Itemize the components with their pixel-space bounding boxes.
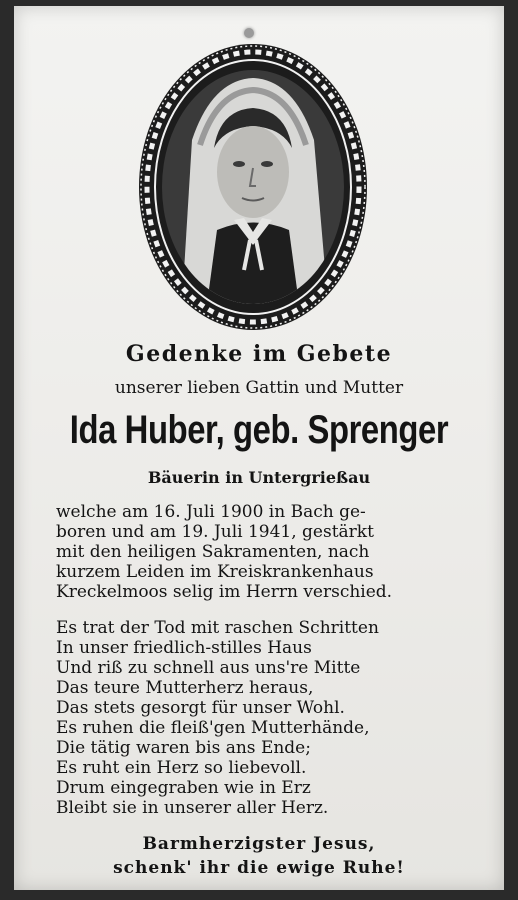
poem-line: Das stets gesorgt für unser Wohl. bbox=[56, 698, 345, 718]
memorial-card bbox=[14, 6, 504, 890]
poem-line: Bleibt sie in unserer aller Herz. bbox=[56, 798, 329, 818]
bio-line: boren und am 19. Juli 1941, gestärkt bbox=[56, 522, 374, 542]
bio-line: kurzem Leiden im Kreiskrankenhaus bbox=[56, 562, 374, 582]
poem-line: Das teure Mutterherz heraus, bbox=[56, 678, 314, 698]
portrait-photo bbox=[162, 70, 344, 304]
biography-text bbox=[56, 502, 461, 602]
occupation-line: Bäuerin in Untergrießau bbox=[147, 468, 371, 487]
poem-line: Die tätig waren bis ans Ende; bbox=[56, 738, 311, 758]
poem-line: Drum eingegraben wie in Erz bbox=[56, 778, 311, 798]
bio-line: mit den heiligen Sakramenten, nach bbox=[56, 542, 370, 562]
poem-line: In unser friedlich-stilles Haus bbox=[56, 638, 312, 658]
portrait-frame bbox=[136, 40, 370, 334]
deceased-name: Ida Huber, geb. Sprenger bbox=[69, 408, 449, 452]
bio-line: Kreckelmoos selig im Herrn verschied. bbox=[56, 582, 393, 602]
poem-line: Es trat der Tod mit raschen Schritten bbox=[56, 618, 379, 638]
closing-line: schenk' ihr die ewige Ruhe! bbox=[113, 858, 405, 878]
poem-line: Es ruhen die fleiß'gen Mutterhände, bbox=[56, 718, 370, 738]
pin-hole bbox=[244, 28, 254, 38]
bio-line: welche am 16. Juli 1900 in Bach ge- bbox=[56, 502, 366, 522]
poem-line: Und riß zu schnell aus uns're Mitte bbox=[56, 658, 361, 678]
closing-prayer bbox=[14, 832, 504, 880]
poem-line: Es ruht ein Herz so liebevoll. bbox=[56, 758, 307, 778]
dedication-line: unserer lieben Gattin und Mutter bbox=[114, 378, 404, 398]
heading: Gedenke im Gebete bbox=[125, 341, 393, 367]
closing-line: Barmherzigster Jesus, bbox=[142, 834, 376, 854]
poem bbox=[56, 618, 476, 818]
